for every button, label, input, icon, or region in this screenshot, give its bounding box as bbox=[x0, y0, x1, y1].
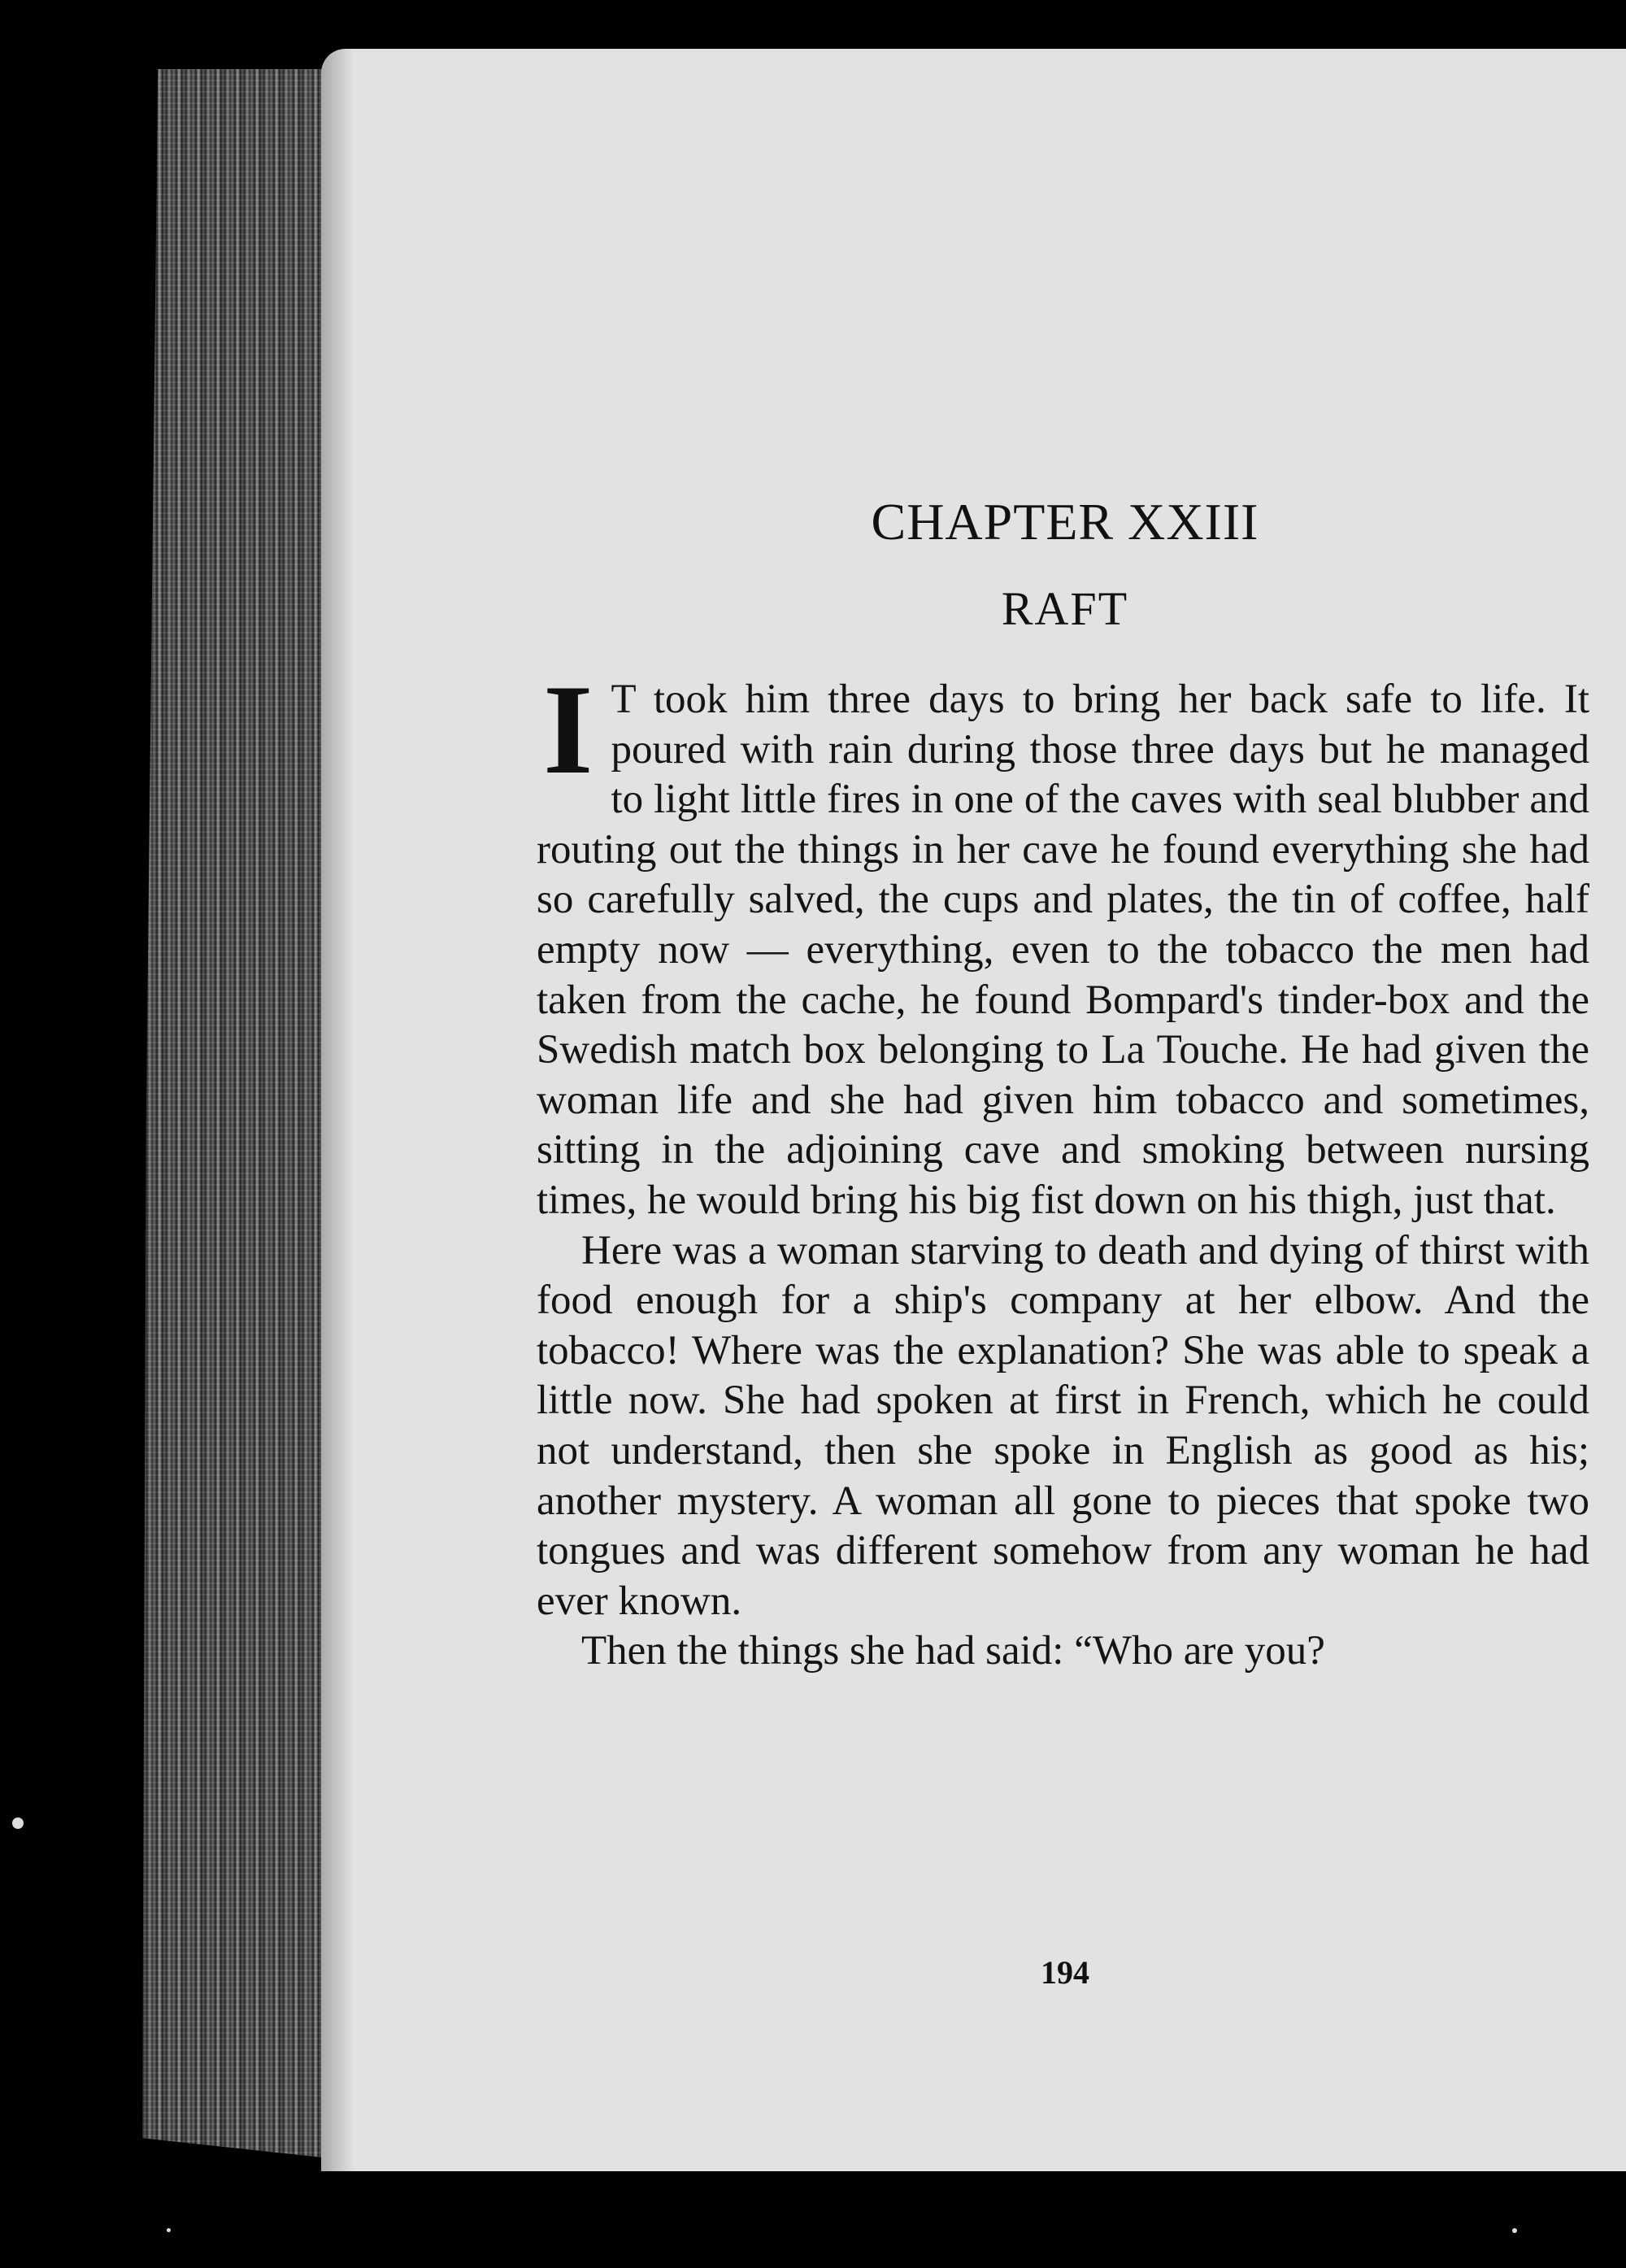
paragraph-3: Then the things she had said: “Who are you? bbox=[581, 1628, 1325, 1674]
dust-speck bbox=[12, 1817, 24, 1829]
drop-cap: I bbox=[543, 659, 593, 801]
chapter-title: RAFT bbox=[1001, 582, 1129, 635]
body-text bbox=[537, 659, 1589, 1677]
paragraph-1 bbox=[537, 659, 1589, 1226]
paragraph-2: Here was a woman starving to death and dying of thirst with food enough for a ship's company at her elbow. And the tobacco! Where was the explanation? She was able to speak a little now. She had spoken at first in French, which he could not understand, then she spoke in English as good as his; another mystery. A woman all gone to pieces that spoke two tongues and was different somehow from any woman he had ever known. bbox=[537, 1227, 1589, 1624]
chapter-heading: CHAPTER XXIII bbox=[871, 493, 1259, 551]
page-number: 194 bbox=[1041, 1954, 1089, 1991]
dust-speck bbox=[167, 2228, 171, 2232]
dust-speck bbox=[1512, 2228, 1517, 2233]
page-block-edge bbox=[142, 69, 337, 2159]
paragraph-1-text: T took him three days to bring her back safe to life. It poured with rain during those three days but he managed to light little fires in one of the caves with seal blubber and routing out the things in her cave he found everything she had so carefully salved, the cups and plates, the tin of coffee, half empty now — everything, even to the tobacco the men had taken from the cache, he found Bompard's tinder-box and the Swedish match box belonging to La Touche. He had given the woman life and she had given him tobacco and sometimes, sitting in the adjoining cave and smoking between nursing times, he would bring his big fist down on his thigh, just that. bbox=[537, 677, 1589, 1223]
